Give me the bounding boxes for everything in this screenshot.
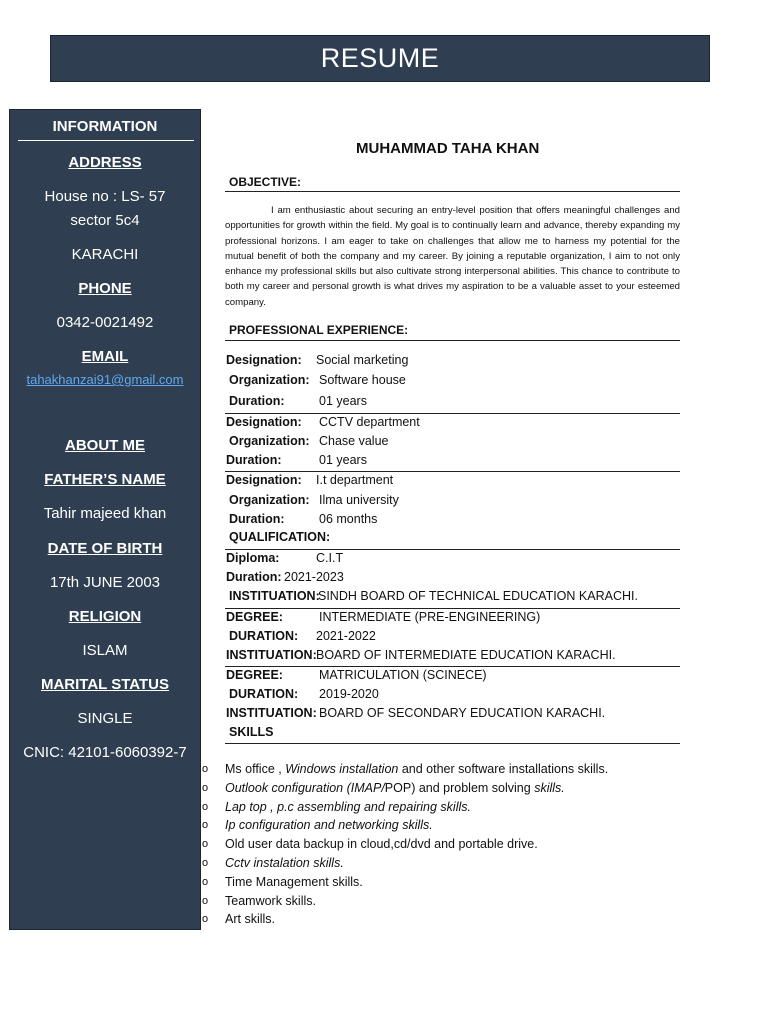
skill-text: Teamwork skills. xyxy=(225,893,316,908)
exp2-duration: 01 years xyxy=(319,453,367,467)
date-of-birth-value: 17th JUNE 2003 xyxy=(49,574,161,591)
qual2-divider xyxy=(225,666,680,667)
qualification-divider xyxy=(225,549,680,550)
qual3-degree-label: DEGREE: xyxy=(226,668,283,682)
marital-status-value: SINGLE xyxy=(77,710,133,727)
qual2-degree: INTERMEDIATE (PRE-ENGINEERING) xyxy=(319,610,541,624)
experience-heading: PROFESSIONAL EXPERIENCE: xyxy=(229,323,409,337)
cnic-value: CNIC: 42101-6060392-7 xyxy=(23,744,187,761)
bullet-icon: o xyxy=(202,856,209,869)
exp2-divider xyxy=(225,471,680,472)
exp3-designation-label: Designation: xyxy=(226,473,302,487)
exp1-designation-label: Designation: xyxy=(226,353,302,367)
skill-text: Art skills. xyxy=(225,912,275,927)
skill-text: Time Management skills. xyxy=(225,874,363,889)
list-item xyxy=(200,912,740,931)
qual1-duration: 2021-2023 xyxy=(284,570,344,584)
about-me-heading: ABOUT ME xyxy=(65,437,145,454)
information-heading: INFORMATION xyxy=(52,118,158,135)
objective-text: I am enthusiastic about securing an entry-level position that offers meaningful challenges and opportunities for growth within the field. My goal is to continually learn and advance, thereby expanding my professional horizons. I am eager to take on challenges that allow me to harness my potential for the mutual benefit of both the company and my career. By joining a reputable organization, I aim to not only enhance my professional skills but also cultivate strong interpersonal abilities. This chance to contribute to both my career and personal growth is what drives my aspiration to be a valuable asset to your esteemed company. xyxy=(225,205,680,308)
skill-text: Ip configuration and networking skills. xyxy=(225,818,433,833)
list-item xyxy=(200,818,740,837)
objective-heading: OBJECTIVE: xyxy=(229,175,302,189)
address-line2: sector 5c4 xyxy=(70,212,140,229)
exp2-duration-label: Duration: xyxy=(226,453,282,467)
qual2-duration-label: DURATION: xyxy=(229,629,299,643)
exp3-designation: I.t department xyxy=(316,473,394,487)
qual1-institution-label: INSTITUATION: xyxy=(229,589,320,603)
exp3-organization: Ilma university xyxy=(319,493,399,507)
skills-list xyxy=(200,762,740,931)
exp1-organization: Software house xyxy=(319,373,406,387)
bullet-icon: o xyxy=(202,894,209,907)
skill-text: Ms office , Windows installation and other software installations skills. xyxy=(225,762,609,776)
candidate-name: MUHAMMAD TAHA KHAN xyxy=(356,140,540,157)
exp3-organization-label: Organization: xyxy=(229,493,310,507)
bullet-icon: o xyxy=(202,838,209,851)
list-item xyxy=(200,875,740,894)
exp1-duration: 01 years xyxy=(319,394,367,408)
qual1-degree-label: Diploma: xyxy=(226,551,280,565)
list-item xyxy=(200,781,740,800)
qual3-institution-label: INSTITUATION: xyxy=(226,706,317,720)
exp2-designation-label: Designation: xyxy=(226,415,302,429)
bullet-icon: o xyxy=(202,781,209,794)
list-item xyxy=(200,800,740,819)
exp3-duration: 06 months xyxy=(319,512,378,526)
religion-heading: RELIGION xyxy=(68,608,142,625)
religion-value: ISLAM xyxy=(82,642,128,659)
qual3-duration-label: DURATION: xyxy=(229,687,299,701)
info-sidebar xyxy=(9,109,201,930)
exp1-organization-label: Organization: xyxy=(229,373,310,387)
phone-heading: PHONE xyxy=(78,280,132,297)
list-item xyxy=(200,837,740,856)
qual1-degree: C.I.T xyxy=(316,551,344,565)
exp1-designation: Social marketing xyxy=(316,353,409,367)
exp2-designation: CCTV department xyxy=(319,415,420,429)
exp1-divider xyxy=(225,413,680,414)
date-of-birth-heading: DATE OF BIRTH xyxy=(47,540,163,557)
bullet-icon: o xyxy=(202,913,209,926)
exp1-duration-label: Duration: xyxy=(229,394,285,408)
list-item xyxy=(200,856,740,875)
bullet-icon: o xyxy=(202,819,209,832)
skill-text: Lap top , p.c assembling and repairing skills. xyxy=(225,799,471,814)
resume-banner xyxy=(50,35,710,82)
list-item xyxy=(200,762,740,781)
objective-divider xyxy=(225,191,680,192)
list-item xyxy=(200,894,740,913)
objective-paragraph xyxy=(225,203,680,310)
information-divider xyxy=(18,140,194,141)
marital-status-heading: MARITAL STATUS xyxy=(40,676,170,693)
qual2-duration: 2021-2022 xyxy=(316,629,376,643)
skill-text: Cctv instalation skills. xyxy=(225,855,344,870)
experience-divider xyxy=(225,340,680,341)
address-heading: ADDRESS xyxy=(68,154,142,171)
address-line1: House no : LS- 57 xyxy=(44,188,166,205)
qual1-institution: SINDH BOARD OF TECHNICAL EDUCATION KARACHI. xyxy=(318,589,638,603)
exp3-duration-label: Duration: xyxy=(229,512,285,526)
exp2-organization-label: Organization: xyxy=(229,434,310,448)
skill-text: Old user data backup in cloud,cd/dvd and portable drive. xyxy=(225,837,538,852)
skills-heading: SKILLS xyxy=(229,725,274,739)
address-city: KARACHI xyxy=(71,246,139,263)
bullet-icon: o xyxy=(202,763,209,775)
fathers-name-heading: FATHER’S NAME xyxy=(44,471,166,488)
phone-value: 0342-0021492 xyxy=(56,314,154,331)
qual3-duration: 2019-2020 xyxy=(319,687,379,701)
bullet-icon: o xyxy=(202,800,209,813)
email-link[interactable]: tahakhanzai91@gmail.com xyxy=(26,372,184,387)
qual2-degree-label: DEGREE: xyxy=(226,610,283,624)
skill-text: Outlook configuration (IMAP/POP) and problem solving skills. xyxy=(225,780,565,795)
bullet-icon: o xyxy=(202,875,209,888)
qual1-duration-label: Duration: xyxy=(226,570,282,584)
fathers-name-value: Tahir majeed khan xyxy=(43,505,167,522)
resume-title: RESUME xyxy=(320,43,440,73)
qual3-degree: MATRICULATION (SCINECE) xyxy=(319,668,487,682)
qual2-institution-label: INSTITUATION: xyxy=(226,648,317,662)
qualification-heading: QUALIFICATION: xyxy=(229,530,331,544)
email-heading: EMAIL xyxy=(81,348,129,365)
skills-divider xyxy=(225,743,680,744)
qual1-divider xyxy=(225,608,680,609)
exp2-organization: Chase value xyxy=(319,434,389,448)
qual3-institution: BOARD OF SECONDARY EDUCATION KARACHI. xyxy=(319,706,606,720)
qual2-institution: BOARD OF INTERMEDIATE EDUCATION KARACHI. xyxy=(316,648,616,662)
